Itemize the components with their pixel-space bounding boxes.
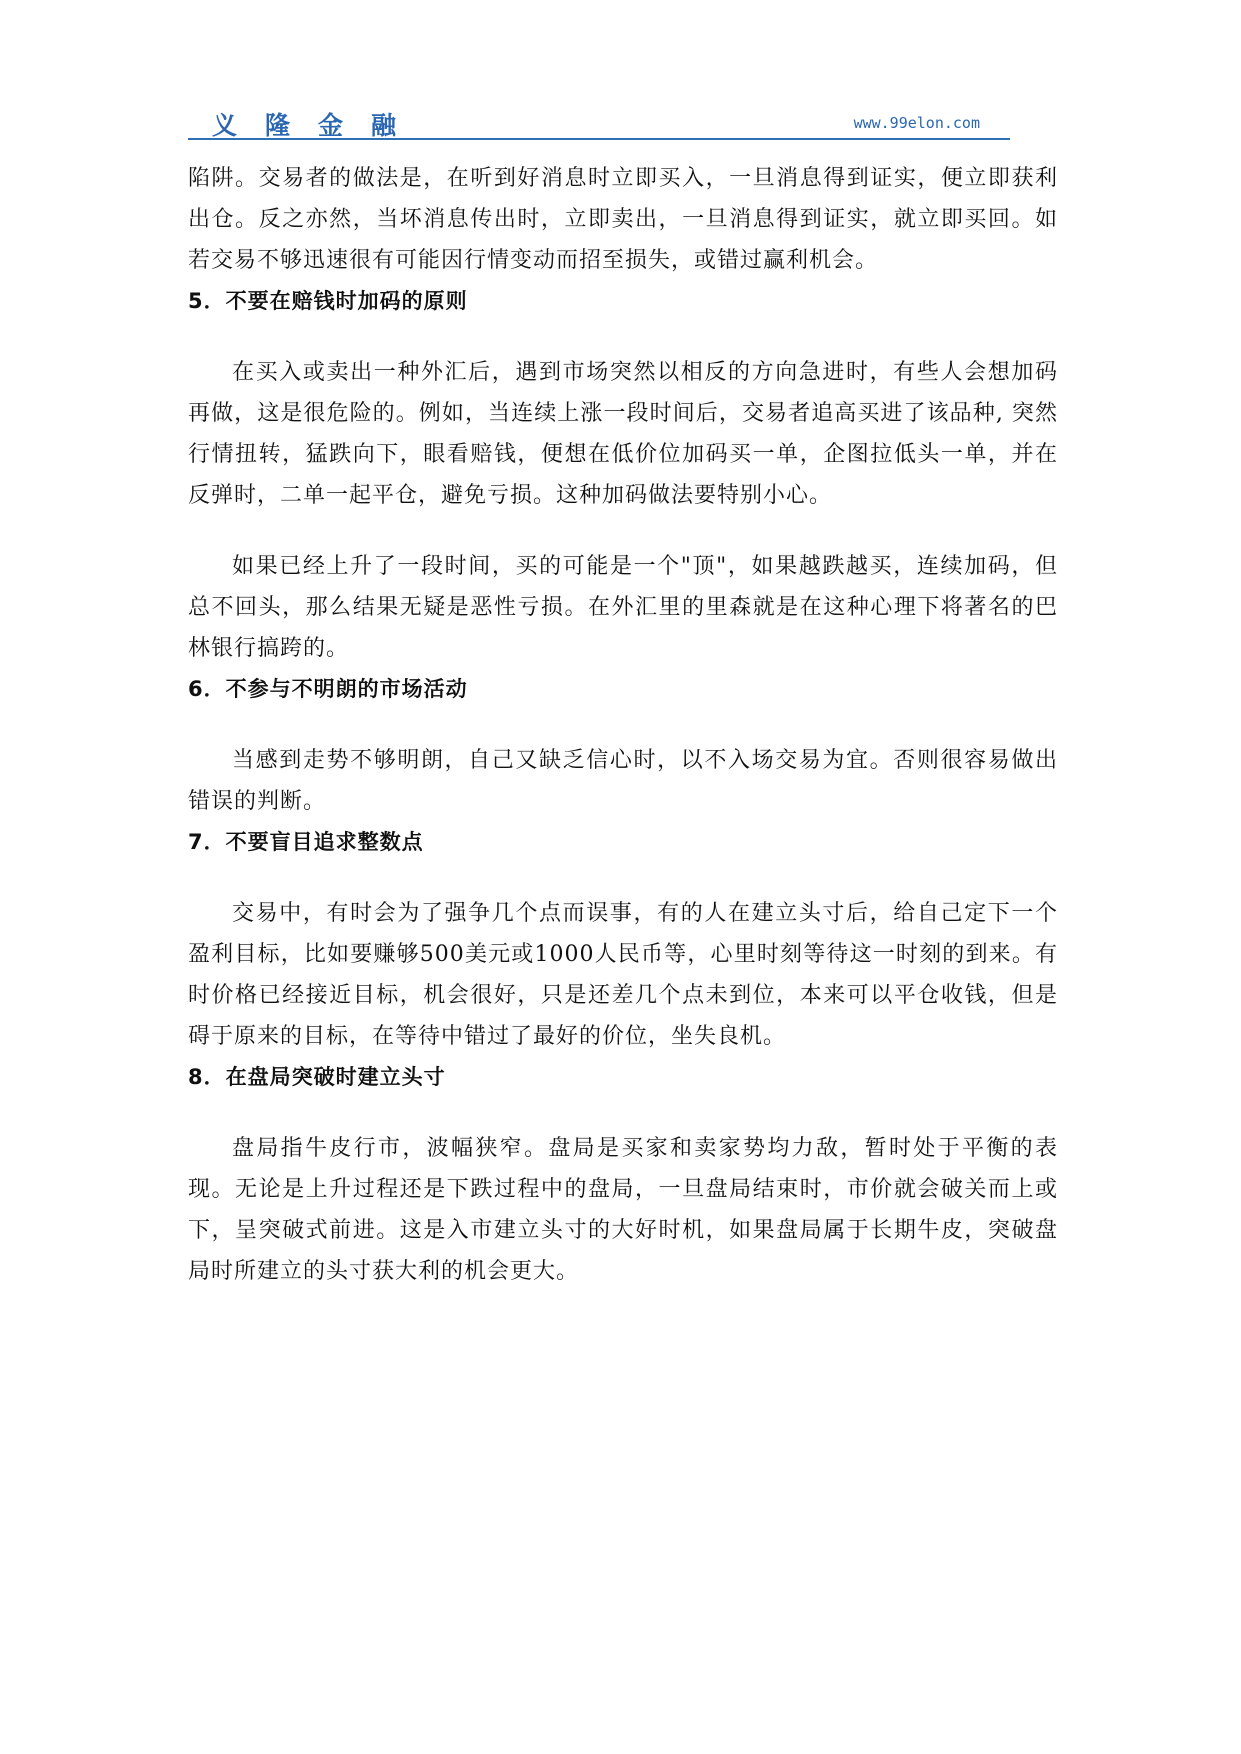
document-body [188, 158, 1058, 1292]
section-7-paragraph-1: 交易中，有时会为了强争几个点而误事，有的人在建立头寸后，给自己定下一个盈利目标，比如要赚够500美元或1000人民币等，心里时刻等待这一时刻的到来。有时价格已经接近目标，机会很好，只是还差几个点未到位，本来可以平仓收钱，但是碍于原来的目标，在等待中错过了最好的价位，坐失良机。 [188, 901, 1058, 1049]
section-5-paragraph-1: 在买入或卖出一种外汇后，遇到市场突然以相反的方向急进时，有些人会想加码再做，这是很危险的。例如，当连续上涨一段时间后，交易者追高买进了该品种, 突然行情扭转，猛跌向下，眼看赔钱，便想在低价位加码买一单，企图拉低头一单，并在反弹时，二单一起平仓，避免亏损。这种加码做法要特别小心。 [188, 360, 1058, 508]
intro-paragraph: 陷阱。交易者的做法是，在听到好消息时立即买入，一旦消息得到证实，便立即获利出仓。反之亦然，当坏消息传出时，立即卖出，一旦消息得到证实，就立即买回。如若交易不够迅速很有可能因行情变动而招至损失，或错过赢利机会。 [188, 166, 1058, 273]
section-5-paragraph-2: 如果已经上升了一段时间，买的可能是一个"顶"，如果越跌越买，连续加码，但总不回头，那么结果无疑是恶性亏损。在外汇里的里森就是在这种心理下将著名的巴林银行搞跨的。 [188, 554, 1058, 661]
section-7-heading: 7．不要盲目追求整数点 [188, 830, 424, 854]
section-6-heading: 6．不参与不明朗的市场活动 [188, 677, 468, 701]
section-6-paragraph-1: 当感到走势不够明朗，自己又缺乏信心时，以不入场交易为宜。否则很容易做出错误的判断。 [188, 748, 1058, 814]
brand-logo-text: 义隆金融 [212, 111, 425, 140]
site-url: www.99elon.com [853, 114, 980, 132]
page-header [188, 104, 1010, 140]
section-8-heading: 8．在盘局突破时建立头寸 [188, 1065, 446, 1089]
section-8-paragraph-1: 盘局指牛皮行市，波幅狭窄。盘局是买家和卖家势均力敌，暂时处于平衡的表现。无论是上升过程还是下跌过程中的盘局，一旦盘局结束时，市价就会破关而上或下，呈突破式前进。这是入市建立头寸的大好时机，如果盘局属于长期牛皮，突破盘局时所建立的头寸获大利的机会更大。 [188, 1136, 1058, 1284]
section-5-heading: 5．不要在赔钱时加码的原则 [188, 289, 468, 313]
